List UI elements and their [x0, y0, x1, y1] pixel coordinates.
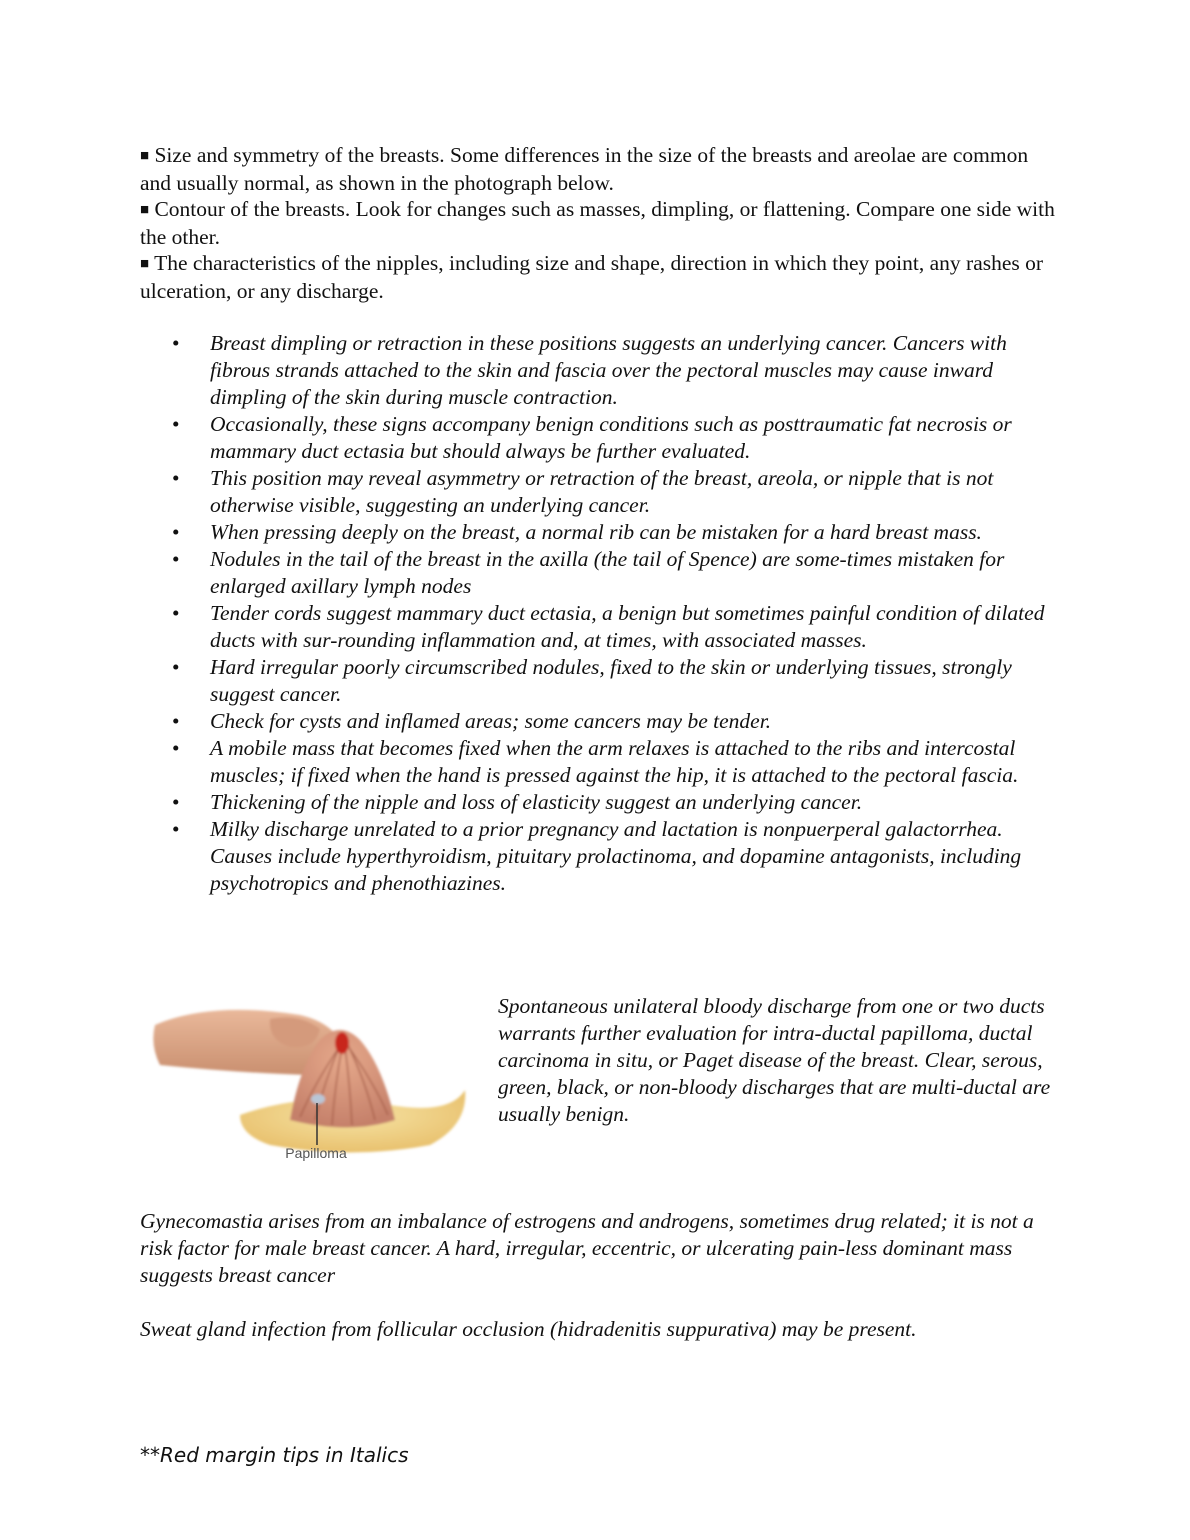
figure-caption: Spontaneous unilateral bloody discharge from one or two ducts warrants further evaluation for intra-ductal papilloma, ductal carcinoma in situ, or Paget disease of the breast. Clear, serous, green, black, or non-bloody discharges that are multi-ductal are usually benign.: [498, 994, 1051, 1126]
intro-paragraph-size-symmetry: [140, 142, 1055, 197]
intro-paragraph-contour: [140, 196, 1055, 251]
list-item: • Milky discharge unrelated to a prior pregnancy and lactation is nonpuerperal galactorrhea. Causes include hyperthyroidism, pituitary prolactinoma, and dopamine antagonists, including psychotropics and phenothiazines.: [172, 816, 1062, 897]
square-bullet-icon: ■: [140, 202, 150, 218]
list-item: • This position may reveal asymmetry or retraction of the breast, areola, or nipple that is not otherwise visible, suggesting an underlying cancer.: [172, 465, 1062, 519]
tips-list: [172, 330, 1062, 897]
list-item: • Check for cysts and inflamed areas; some cancers may be tender.: [172, 708, 1062, 735]
list-item: • Breast dimpling or retraction in these positions suggests an underlying cancer. Cancers with fibrous strands attached to the skin and fascia over the pectoral muscles may cause inward dimpling of the skin during muscle contraction.: [172, 330, 1062, 411]
list-item: • Nodules in the tail of the breast in the axilla (the tail of Spence) are some-times mistaken for enlarged axillary lymph nodes: [172, 546, 1062, 600]
list-item: • Occasionally, these signs accompany benign conditions such as posttraumatic fat necrosis or mammary duct ectasia but should always be further evaluated.: [172, 411, 1062, 465]
figure-label: Papilloma: [285, 1145, 347, 1161]
intro-text: Size and symmetry of the breasts. Some differences in the size of the breasts and areolae are common and usually normal, as shown in the photograph below.: [140, 143, 1029, 195]
intro-text: Contour of the breasts. Look for changes such as masses, dimpling, or flattening. Compare one side with the other.: [140, 197, 1055, 249]
footer-note: **Red margin tips in Italics: [140, 1443, 409, 1467]
note-gynecomastia: Gynecomastia arises from an imbalance of estrogens and androgens, sometimes drug related; it is not a risk factor for male breast cancer. A hard, irregular, eccentric, or ulcerating pain-less dominant mass suggests breast cancer: [140, 1209, 1034, 1287]
square-bullet-icon: ■: [140, 148, 150, 164]
list-item: • A mobile mass that becomes fixed when the arm relaxes is attached to the ribs and intercostal muscles; if fixed when the hand is pressed against the hip, it is attached to the pectoral fascia.: [172, 735, 1062, 789]
intro-paragraph-nipples: [140, 250, 1055, 305]
note-sweat-gland: Sweat gland infection from follicular occlusion (hidradenitis suppurativa) may be present.: [140, 1317, 917, 1341]
square-bullet-icon: ■: [140, 256, 150, 272]
list-item: • Hard irregular poorly circumscribed nodules, fixed to the skin or underlying tissues, strongly suggest cancer.: [172, 654, 1062, 708]
intro-text: The characteristics of the nipples, including size and shape, direction in which they point, any rashes or ulceration, or any discharge.: [140, 251, 1044, 303]
list-item: • When pressing deeply on the breast, a normal rib can be mistaken for a hard breast mass.: [172, 519, 1062, 546]
papilloma-illustration: [150, 995, 470, 1170]
list-item: • Thickening of the nipple and loss of elasticity suggest an underlying cancer.: [172, 789, 1062, 816]
list-item: • Tender cords suggest mammary duct ectasia, a benign but sometimes painful condition of dilated ducts with sur-rounding inflammation and, at times, with associated masses.: [172, 600, 1062, 654]
